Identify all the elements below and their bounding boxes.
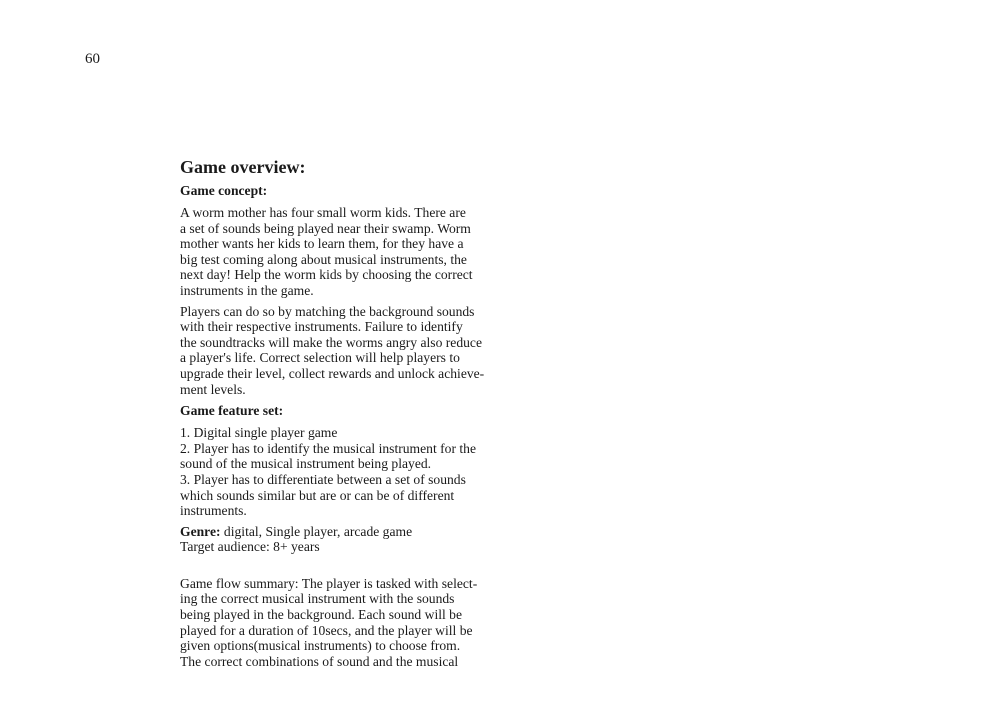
feature-item: sound of the musical instrument being played. (180, 456, 432, 472)
text-line: instruments in the game. (180, 282, 314, 298)
feature-item: 2. Player has to identify the musical instrument for the (180, 440, 476, 456)
text-line: The correct combinations of sound and the musical (180, 653, 459, 669)
text-line: the soundtracks will make the worms angry also reduce (180, 334, 482, 350)
flow-summary (180, 576, 485, 670)
text-line: big test coming along about musical instruments, the (180, 251, 467, 267)
game-overview-section (180, 156, 485, 674)
genre-label: Genre: (180, 523, 221, 539)
text-line: being played in the background. Each sound will be (180, 607, 462, 623)
text-line: A worm mother has four small worm kids. There are (180, 205, 466, 220)
feature-item: which sounds similar but are or can be of different (180, 487, 455, 503)
text-line: given options(musical instruments) to choose from. (180, 638, 461, 654)
section-title: Game overview: (180, 157, 306, 177)
text-line: with their respective instruments. Failure to identify (180, 319, 463, 335)
concept-heading: Game concept: (180, 183, 268, 198)
text-line: a set of sounds being played near their swamp. Worm (180, 220, 471, 236)
text-line: mother wants her kids to learn them, for they have a (180, 236, 464, 252)
spacer (180, 560, 485, 576)
text-line: upgrade their level, collect rewards and unlock achieve- (180, 365, 485, 381)
page-number: 60 (85, 51, 100, 67)
text-line: next day! Help the worm kids by choosing the correct (180, 267, 473, 283)
text-line: Players can do so by matching the background sounds (180, 303, 475, 319)
genre-block (180, 524, 485, 555)
feature-item: instruments. (180, 503, 247, 519)
feature-list (180, 425, 485, 519)
genre-value: digital, Single player, arcade game (220, 523, 413, 539)
target-audience: Target audience: 8+ years (180, 539, 320, 555)
text-line: ment levels. (180, 381, 246, 397)
text-line: played for a duration of 10secs, and the player will be (180, 622, 473, 638)
feature-item: 1. Digital single player game (180, 425, 338, 441)
text-line: a player's life. Correct selection will help players to (180, 350, 460, 366)
genre-line (180, 524, 485, 540)
feature-item: 3. Player has to differentiate between a set of sounds (180, 471, 466, 487)
concept-paragraph-1 (180, 205, 485, 299)
concept-paragraph-2 (180, 304, 485, 398)
feature-heading: Game feature set: (180, 403, 284, 419)
text-line: ing the correct musical instrument with the sounds (180, 591, 455, 607)
text-line: Game flow summary: The player is tasked with select- (180, 575, 478, 591)
